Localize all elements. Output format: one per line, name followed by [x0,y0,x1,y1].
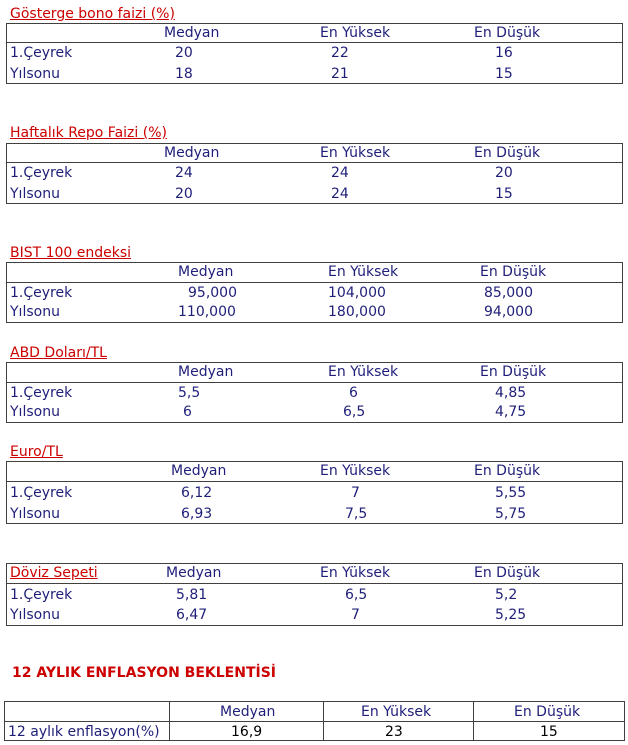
basket-section-title: Döviz Sepeti [10,565,98,581]
bond-ye-median: 18 [175,66,193,82]
inflation-median-value: 16,9 [231,724,263,740]
bond-ye-low: 15 [495,66,513,82]
basket-median-header: Medyan [166,565,222,581]
inflation-high-value: 23 [385,724,403,740]
eur-high-header: En Yüksek [320,463,391,479]
usd-q1-label: 1.Çeyrek [10,385,73,401]
inflation-col-divider-3 [473,701,474,741]
repo-ye-low: 15 [495,186,513,202]
bist-q1-median: 95,000 [188,285,237,301]
eur-section-title: Euro/TL [10,444,63,460]
bist-section-title: BIST 100 endeksi [10,245,132,261]
repo-q1-low: 20 [495,165,513,181]
usd-high-header: En Yüksek [328,364,399,380]
eur-ye-low: 5,75 [495,506,527,522]
eur-ye-median: 6,93 [181,506,213,522]
eur-q1-label: 1.Çeyrek [10,485,73,501]
basket-ye-median: 6,47 [176,607,208,623]
usd-low-header: En Düşük [480,364,547,380]
repo-ye-high: 24 [331,186,349,202]
usd-ye-high: 6,5 [343,404,366,420]
bist-q1-label: 1.Çeyrek [10,285,73,301]
bist-high-header: En Yüksek [328,264,399,280]
inflation-median-header: Medyan [220,704,276,720]
bist-ye-label: Yılsonu [10,304,60,320]
inflation-low-value: 15 [540,724,558,740]
eur-median-header: Medyan [171,463,227,479]
basket-ye-high: 7 [351,607,360,623]
repo-q1-label: 1.Çeyrek [10,165,73,181]
basket-low-header: En Düşük [474,565,541,581]
inflation-high-header: En Yüksek [361,704,432,720]
basket-ye-low: 5,25 [495,607,527,623]
inflation-col-divider-2 [323,701,324,741]
basket-header-divider [6,583,623,584]
eur-q1-median: 6,12 [181,485,213,501]
eur-q1-low: 5,55 [495,485,527,501]
bist-q1-low: 85,000 [484,285,533,301]
usd-ye-median: 6 [183,404,192,420]
bond-q1-label: 1.Çeyrek [10,45,73,61]
repo-ye-label: Yılsonu [10,186,60,202]
usd-median-header: Medyan [178,364,234,380]
bist-low-header: En Düşük [480,264,547,280]
bist-ye-low: 94,000 [484,304,533,320]
bond-ye-high: 21 [331,66,349,82]
usd-header-divider [6,382,623,383]
usd-ye-low: 4,75 [495,404,527,420]
basket-high-header: En Yüksek [320,565,391,581]
basket-ye-label: Yılsonu [10,607,60,623]
eur-ye-label: Yılsonu [10,506,60,522]
basket-q1-label: 1.Çeyrek [10,587,73,603]
repo-low-header: En Düşük [474,145,541,161]
bist-q1-high: 104,000 [328,285,386,301]
repo-section-title: Haftalık Repo Faizi (%) [10,125,167,141]
eur-header-divider [6,481,623,482]
bist-ye-high: 180,000 [328,304,386,320]
bond-median-header: Medyan [164,25,220,41]
bond-section-title: Gösterge bono faizi (%) [10,6,175,22]
inflation-col-divider-1 [169,701,170,741]
eur-q1-high: 7 [351,485,360,501]
bond-q1-median: 20 [175,45,193,61]
bond-high-header: En Yüksek [320,25,391,41]
basket-q1-high: 6,5 [345,587,368,603]
repo-q1-median: 24 [175,165,193,181]
usd-q1-median: 5,5 [178,385,201,401]
inflation-row-label: 12 aylık enflasyon(%) [8,724,160,740]
usd-ye-label: Yılsonu [10,404,60,420]
bond-header-divider [6,42,623,43]
bond-low-header: En Düşük [474,25,541,41]
usd-q1-high: 6 [349,385,358,401]
inflation-low-header: En Düşük [514,704,581,720]
inflation-section-title: 12 AYLIK ENFLASYON BEKLENTİSİ [12,665,276,681]
repo-high-header: En Yüksek [320,145,391,161]
bist-header-divider [6,282,623,283]
bond-q1-low: 16 [495,45,513,61]
bist-median-header: Medyan [178,264,234,280]
basket-q1-median: 5,81 [176,587,208,603]
repo-q1-high: 24 [331,165,349,181]
bond-q1-high: 22 [331,45,349,61]
repo-median-header: Medyan [164,145,220,161]
usd-q1-low: 4,85 [495,385,527,401]
bist-ye-median: 110,000 [178,304,236,320]
usd-section-title: ABD Doları/TL [10,345,107,361]
eur-ye-high: 7,5 [345,506,368,522]
repo-ye-median: 20 [175,186,193,202]
basket-q1-low: 5,2 [495,587,518,603]
inflation-header-divider [4,721,625,722]
eur-low-header: En Düşük [474,463,541,479]
repo-header-divider [6,162,623,163]
bond-ye-label: Yılsonu [10,66,60,82]
